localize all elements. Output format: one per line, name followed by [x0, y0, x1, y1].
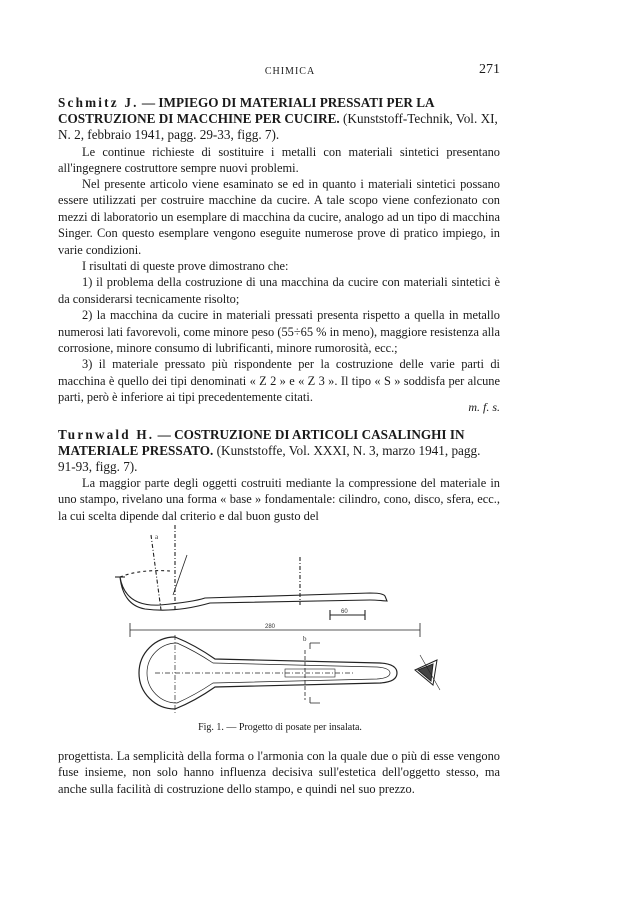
spoon-drawing [115, 525, 445, 715]
article2-para2: progettista. La semplicità della forma o l'armonia con la quale due o più di esse vengono fuse insieme, non solo hanno influenza decisiva sull'estetica dell'oggetto stesso, ma anche sulla facilità di costruzione dello stampo, e quindi nel suo prezzo. [58, 749, 500, 796]
article1-signature: m. f. s. [468, 400, 500, 414]
figure-caption: Fig. 1. — Progetto di posate per insalata. [198, 722, 362, 733]
section-title: CHIMICA [264, 66, 316, 77]
article2-citation: (Kunststoffe, Vol. XXXI, N. 3, marzo 1941, pagg. 91-93, figg. 7). [58, 443, 481, 474]
dim-total-label: 280 [265, 624, 276, 630]
article1-heading [58, 95, 500, 143]
article1-citation: (Kunststoff-Technik, Vol. XI, N. 2, febbraio 1941, pagg. 29-33, figg. 7). [58, 111, 498, 142]
article1-para3: I risultati di queste prove dimostrano che: [82, 259, 289, 274]
article1-item2: 2) la macchina da cucire in materiali pressati presenta rispetto a quella in metallo numerosi lati favorevoli, come minore peso (55÷65 % in meno), maggiore resistenza alla corrosione, minore consumo di lubrificanti, minore rumorosità, ecc.; [58, 308, 500, 356]
article1-body [58, 176, 500, 406]
article2-author: Turnwald H. [58, 427, 155, 442]
section-detail [415, 655, 440, 690]
article1-item3: 3) il materiale pressato più rispondente per la costruzione delle varie parti di macchina è quello dei tipi denominati « Z 2 » e « Z 3 ». Il tipo « S » soddisfa per alcune parti, però è inferiore ai tipi precedentemente citati. [58, 357, 500, 405]
page-number: 271 [479, 62, 500, 77]
article2-heading [58, 427, 500, 475]
article1-para2: Nel presente articolo viene esaminato se ed in quanto i materiali sintetici possano essere utilizzati per costruire macchine da cucire. A tale scopo viene confezionato con mezzi di laboratorio un esemplare di macchina da cucire, analogo ad un tipo di macchina Singer. Con questo esemplare vengono eseguite numerose prove di pratico impiego, in varie condizioni. [58, 177, 500, 257]
label-b: b [303, 635, 307, 643]
running-head [80, 62, 500, 80]
article2-title: — COSTRUZIONE DI ARTICOLI CASALINGHI IN MATERIALE PRESSATO. [58, 427, 465, 458]
article1-item1: 1) il problema della costruzione di una macchina da cucire con materiali sintetici è da considerarsi tecnicamente risolto; [58, 275, 500, 306]
dim-part-label: 60 [341, 609, 348, 615]
label-a: a [155, 533, 159, 541]
article2-para1: La maggior parte degli oggetti costruiti mediante la compressione del materiale in uno stampo, rivelano una forma « base » fondamentale: cilindro, cono, disco, sfera, ecc., la cui scelta dipende dal criterio e dal buon gusto del [58, 476, 500, 523]
article1-author: Schmitz J. [58, 95, 139, 110]
spoon-plan-view [139, 635, 397, 713]
article1-para1: Le continue richieste di sostituire i metalli con materiali sintetici presentano all'ingegnere costruttore sempre nuovi problemi. [58, 145, 500, 176]
article1-title: — IMPIEGO DI MATERIALI PRESSATI PER LA COSTRUZIONE DI MACCHINE PER CUCIRE. [58, 95, 434, 126]
